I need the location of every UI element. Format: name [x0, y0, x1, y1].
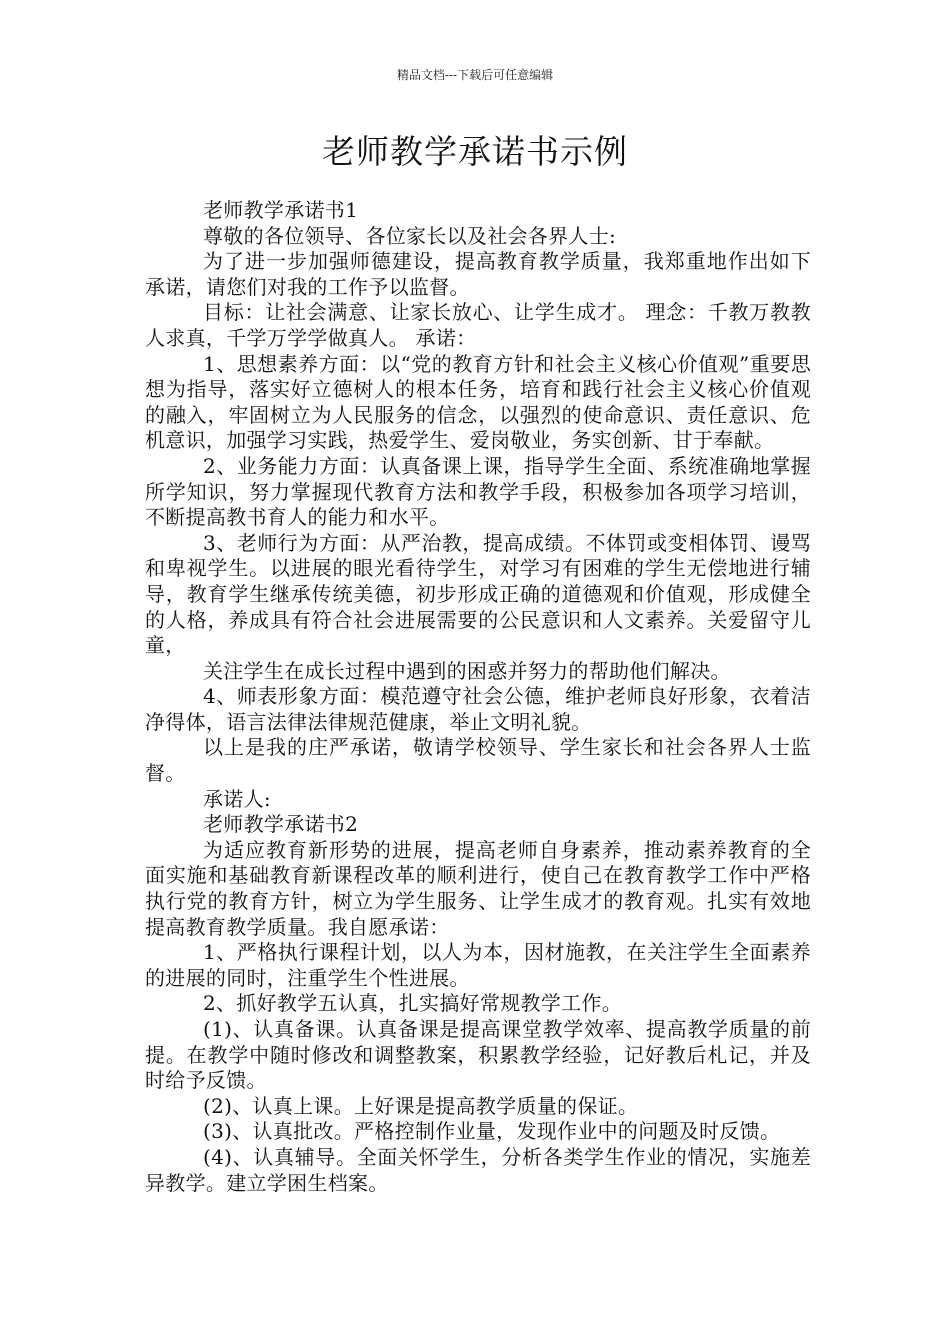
paragraph-closing: 以上是我的庄严承诺，敬请学校领导、学生家长和社会各界人士监督。 — [145, 735, 811, 786]
document-title: 老师教学承诺书示例 — [322, 132, 628, 171]
paragraph-intro-2: 为适应教育新形势的进展，提高老师自身素养，推动素养教育的全面实施和基础教育新课程改革的顺利进行，使自己在教育教学工作中严格执行党的教育方针，树立为学生服务、让学生成才的教育观。扎实有效地提高教育教学质量。我自愿承诺： — [145, 837, 811, 939]
section-heading-2: 老师教学承诺书2 — [203, 812, 359, 837]
paragraph-sub-1: (1)、认真备课。认真备课是提高课堂教学效率、提高教学质量的前提。在教学中随时修改和调整教案，积累教学经验，记好教后札记，并及时给予反馈。 — [145, 1017, 811, 1093]
signature-line: 承诺人: — [203, 786, 271, 811]
paragraph-intro: 为了进一步加强师德建设，提高教育教学质量，我郑重地作出如下承诺，请您们对我的工作予以监督。 — [145, 249, 811, 299]
paragraph-sub-2: (2)、认真上课。上好课是提高教学质量的保证。 — [203, 1093, 639, 1118]
paragraph-sub-4: (4)、认真辅导。全面关怀学生，分析各类学生作业的情况，实施差异教学。建立学困生档案。 — [145, 1144, 811, 1195]
paragraph-sub-3: (3)、认真批改。严格控制作业量，发现作业中的问题及时反馈。 — [203, 1119, 781, 1144]
paragraph-ideology: 1、思想素养方面：以“党的教育方针和社会主义核心价值观”重要思想为指导，落实好立德树人的根本任务，培育和践行社会主义核心价值观的融入，牢固树立为人民服务的信念，以强烈的使命意识、责任意识、危机意识，加强学习实践，热爱学生、爱岗敬业，务实创新、甘于奉献。 — [145, 351, 811, 453]
salutation: 尊敬的各位领导、各位家长以及社会各界人士: — [203, 223, 617, 248]
paragraph-goal: 目标：让社会满意、让家长放心、让学生成才。 理念：千教万教教人求真，千学万学学做真人。 承诺： — [145, 300, 811, 350]
section-heading-1: 老师教学承诺书1 — [203, 198, 359, 222]
paragraph-image: 4、师表形象方面：模范遵守社会公德，维护老师良好形象，衣着洁净得体，语言法律法律规范健康，举止文明礼貌。 — [145, 684, 811, 734]
paragraph-item-2: 2、抓好教学五认真，扎实搞好常规教学工作。 — [203, 991, 623, 1016]
document-body — [145, 198, 811, 1196]
paragraph-ability: 2、业务能力方面：认真备课上课，指导学生全面、系统准确地掌握所学知识，努力掌握现代教育方法和教学手段，积极参加各项学习培训，不断提高教书育人的能力和水平。 — [145, 453, 811, 530]
header-note: 精品文档---下载后可任意编辑 — [396, 68, 554, 82]
paragraph-item-1: 1、严格执行课程计划，以人为本，因材施教，在关注学生全面素养的进展的同时，注重学生个性进展。 — [145, 940, 811, 990]
paragraph-care: 关注学生在成长过程中遇到的困惑并努力的帮助他们解决。 — [203, 658, 731, 683]
paragraph-behavior: 3、老师行为方面：从严治教，提高成绩。不体罚或变相体罚、谩骂和卑视学生。以进展的眼光看待学生，对学习有困难的学生无偿地进行辅导，教育学生继承传统美德，初步形成正确的道德观和价值观，形成健全的人格，养成具有符合社会进展需要的公民意识和人文素养。关爱留守儿童， — [145, 530, 811, 658]
